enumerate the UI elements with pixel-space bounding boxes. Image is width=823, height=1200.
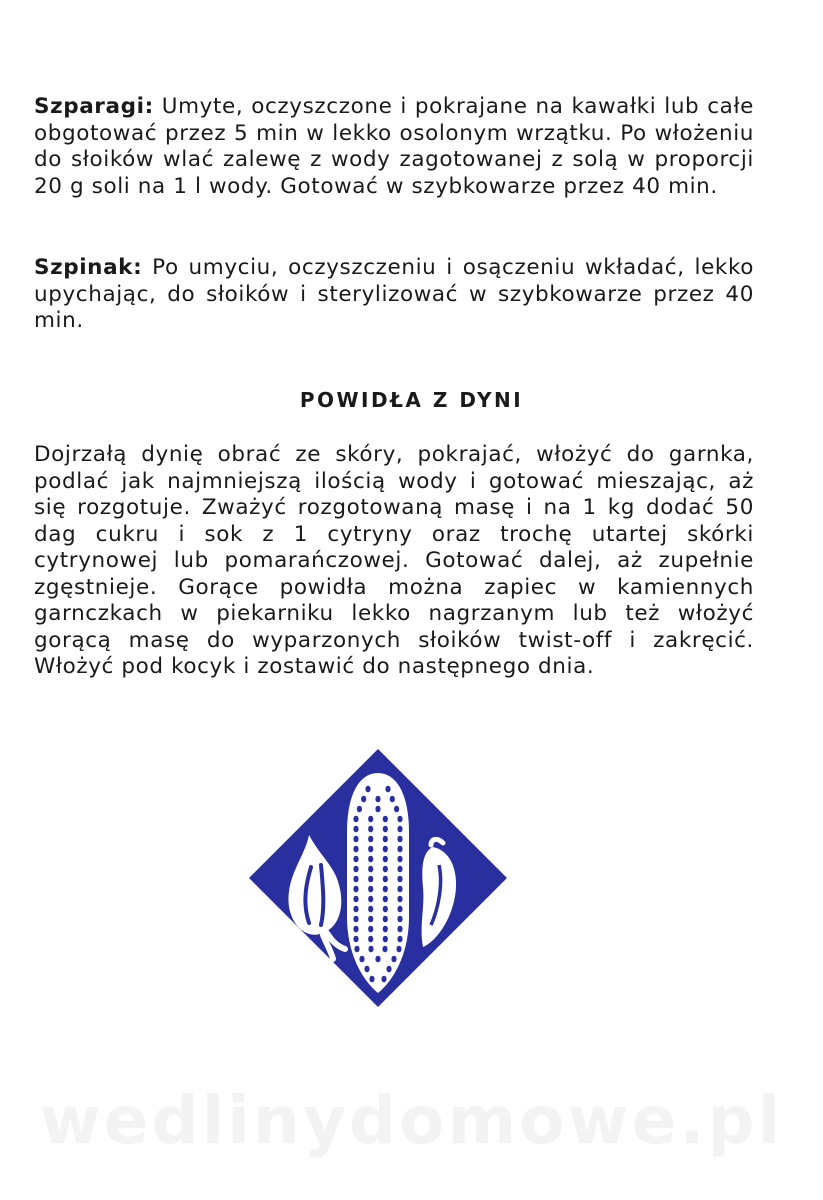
corn-kernel <box>368 936 373 943</box>
corn-kernel <box>383 876 388 883</box>
corn-kernel <box>397 896 402 903</box>
corn-kernel <box>383 846 388 853</box>
corn-kernel <box>390 796 395 803</box>
text-szpinak: Po umyciu, oczyszczeniu i osączeniu wkładać, lekko upychając, do słoików i sterylizować w szybkowarze przez 40 min. <box>34 255 754 333</box>
corn-kernel <box>354 946 359 953</box>
corn-kernel <box>359 956 364 963</box>
corn-kernel <box>396 946 401 953</box>
corn-kernel <box>383 866 388 873</box>
corn-kernel <box>353 916 358 923</box>
corn-kernel <box>353 926 358 933</box>
corn-kernel <box>383 936 388 943</box>
corn-kernel <box>353 846 358 853</box>
corn-kernel <box>397 836 402 843</box>
corn-kernel <box>368 856 373 863</box>
corn-kernel <box>397 936 402 943</box>
corn-kernel <box>383 906 388 913</box>
corn-kernel <box>368 946 373 953</box>
corn-kernel <box>397 866 402 873</box>
lead-szpinak: Szpinak: <box>34 255 143 280</box>
corn-kernel <box>375 796 380 803</box>
corn-kernel <box>368 896 373 903</box>
corn-kernel <box>383 896 388 903</box>
corn-kernel <box>383 816 388 823</box>
corn-kernel <box>397 886 402 893</box>
corn-kernel <box>365 786 370 793</box>
corn-kernel <box>353 896 358 903</box>
corn-kernel <box>353 836 358 843</box>
corn-kernel <box>369 976 374 983</box>
corn-kernel <box>383 916 388 923</box>
corn-kernel <box>383 886 388 893</box>
lead-szparagi: Szparagi: <box>34 94 154 119</box>
corn-kernel <box>381 976 386 983</box>
corn-kernel <box>353 906 358 913</box>
corn-kernel <box>383 856 388 863</box>
corn-kernel <box>361 796 366 803</box>
corn-kernel <box>368 826 373 833</box>
corn-kernel <box>368 866 373 873</box>
corn-kernel <box>353 856 358 863</box>
corn-kernel <box>391 956 396 963</box>
corn-kernel <box>397 876 402 883</box>
corn-kernel <box>383 836 388 843</box>
paragraph-powidla: Dojrzałą dynię obrać ze skóry, pokrajać, włożyć do garnka, podlać jak najmniejszą ilością wody i gotować mieszając, aż się rozgotuje. Zważyć rozgotowaną masę i na 1 kg dodać 50 dag cukru i sok z 1 cytryny oraz trochę utartej skórki cytrynowej lub pomarańczowej. Gotować dalej, aż zupełnie zgęstnieje. Gorące powidła można zapiec w kamiennych garnczkach w piekarniku lekko nagrzanym lub też włożyć gorącą masę do wyparzonych słoików twist-off i zakręcić. Włożyć pod kocyk i zostawić do następnego dnia. <box>34 442 754 679</box>
corn-kernel <box>397 906 402 913</box>
corn-kernel <box>357 806 362 813</box>
corn-kernel <box>386 966 391 973</box>
corn-kernel <box>382 946 387 953</box>
text-szparagi: Umyte, oczyszczone i pokrajane na kawałki lub całe obgotować przez 5 min w lekko osolonym wrzątku. Po włożeniu do słoików wlać zalewę z wody zagotowanej z solą w proporcji 20 g soli na 1 l wody. Gotować w szybkowarze przez 40 min. <box>34 94 754 199</box>
corn-kernel <box>368 926 373 933</box>
corn-kernel <box>368 916 373 923</box>
corn-kernel <box>397 846 402 853</box>
watermark: wedlinydomowe.pl <box>39 1082 784 1159</box>
corn-kernel <box>375 806 380 813</box>
paragraph-szpinak <box>34 255 754 335</box>
corn-kernel <box>353 886 358 893</box>
corn-kernel <box>383 926 388 933</box>
corn-kernel <box>368 876 373 883</box>
corn-kernel <box>364 966 369 973</box>
corn-kernel <box>368 846 373 853</box>
corn-onion-pepper-diamond-icon <box>247 747 509 1009</box>
corn-kernel <box>375 956 380 963</box>
corn-kernel <box>397 916 402 923</box>
corn-kernel <box>397 926 402 933</box>
corn-kernel <box>397 856 402 863</box>
corn-kernel <box>383 826 388 833</box>
corn-kernel <box>368 816 373 823</box>
corn-kernel <box>394 806 399 813</box>
corn-kernel <box>397 826 402 833</box>
heading-powidla-z-dyni: POWIDŁA Z DYNI <box>299 388 524 412</box>
corn-kernel <box>368 886 373 893</box>
corn-kernel <box>368 836 373 843</box>
corn-kernel <box>353 826 358 833</box>
corn-kernel <box>397 816 402 823</box>
corn-kernel <box>353 866 358 873</box>
corn-kernel <box>368 906 373 913</box>
corn-kernel <box>353 936 358 943</box>
corn-kernel <box>353 816 358 823</box>
corn-kernel <box>385 786 390 793</box>
paragraph-szparagi <box>34 94 754 200</box>
corn-kernel <box>353 876 358 883</box>
